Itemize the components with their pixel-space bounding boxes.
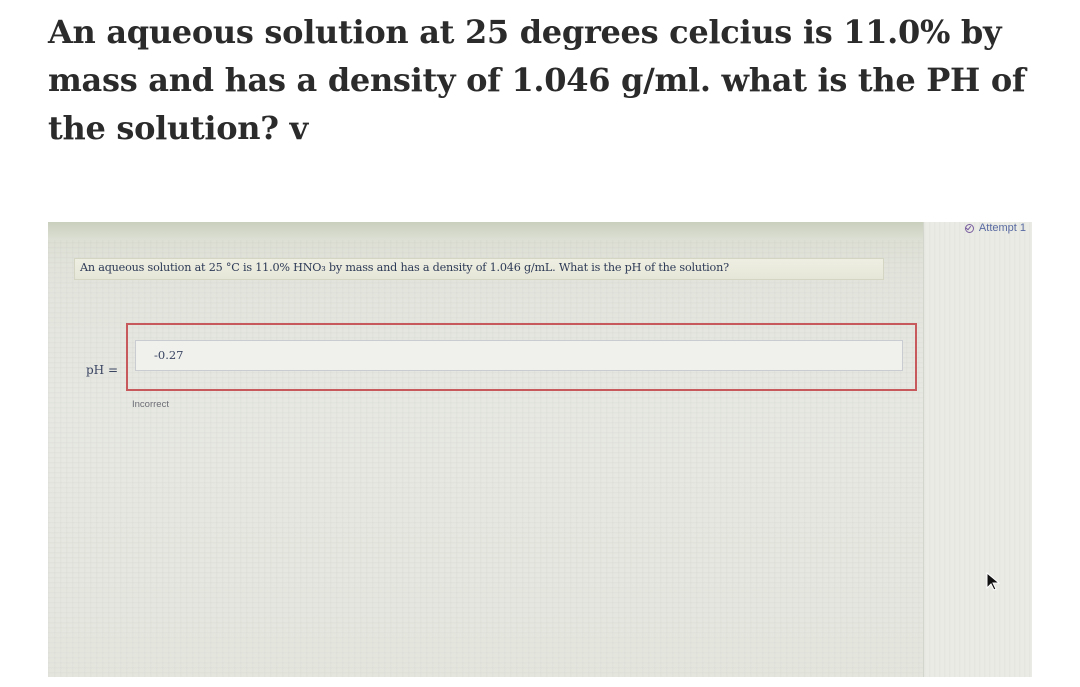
right-panel — [923, 222, 1032, 677]
attempt-indicator[interactable] — [965, 222, 1026, 234]
question-title: An aqueous solution at 25 degrees celcius is 11.0% by mass and has a density of 1.046 g/ml. what is the PH of the solution? v — [48, 13, 1026, 147]
problem-text: An aqueous solution at 25 °C is 11.0% HNO₃ by mass and has a density of 1.046 g/mL. What is the pH of the solution? — [80, 261, 729, 274]
ph-label: pH = — [86, 363, 119, 377]
screenshot-photo — [48, 222, 1032, 677]
mouse-pointer-icon — [985, 572, 1001, 597]
ph-answer-input[interactable] — [135, 340, 903, 371]
incorrect-status: Incorrect — [132, 399, 169, 410]
check-circle-icon — [965, 224, 974, 233]
header-strip — [48, 222, 1032, 240]
attempt-label: Attempt 1 — [978, 222, 1026, 234]
answer-value: -0.27 — [154, 348, 184, 362]
